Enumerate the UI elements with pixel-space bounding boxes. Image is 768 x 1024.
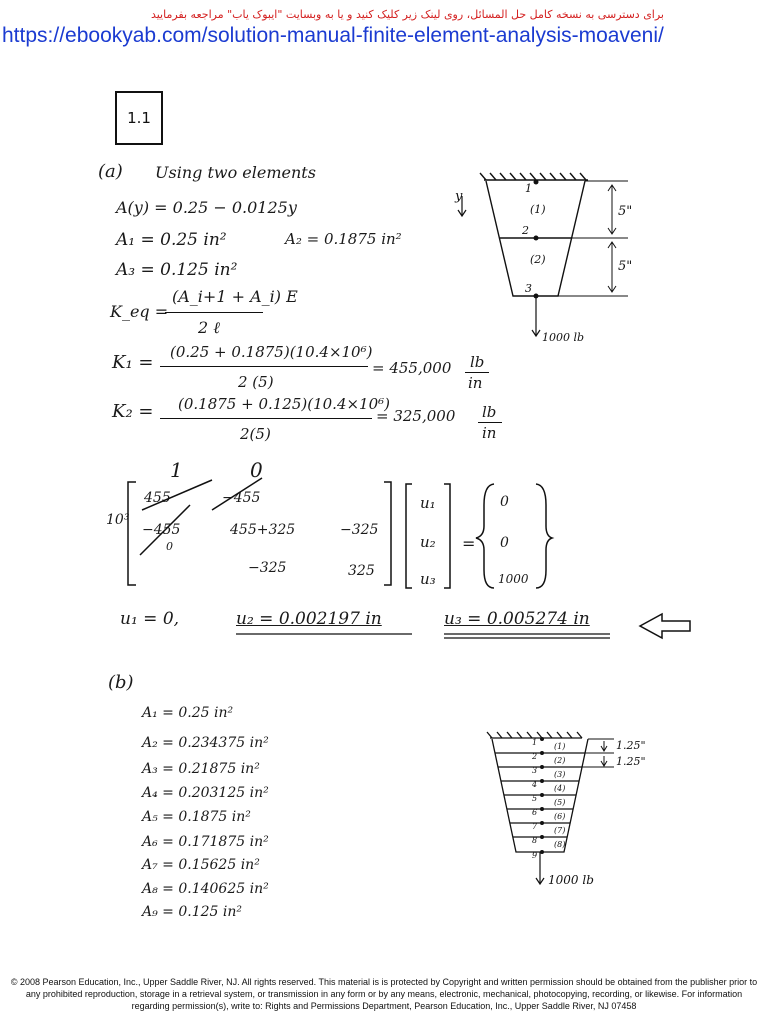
diagram-b-load: 1000 lb (548, 873, 594, 887)
diagram-a-elem1: (1) (530, 203, 546, 216)
diagram-b-node-3: 3 (532, 766, 538, 775)
area-a3: A₃ = 0.125 in² (116, 260, 238, 280)
vector-f-left-brace (476, 484, 494, 588)
matrix-col-header-1: 1 (170, 458, 183, 482)
diagram-b-node-marker (540, 850, 544, 854)
diagram-b-node-marker (540, 779, 544, 783)
diagram-b-elem-6: (6) (554, 812, 566, 821)
vector-f3: 1000 (498, 572, 529, 586)
answer-pointer-arrow (640, 614, 690, 638)
area-b-1: A₁ = 0.25 in² (142, 705, 234, 721)
diagram-a-dim1: 5" (618, 204, 633, 219)
diagram-b-dim1: 1.25" (616, 739, 646, 752)
diagram-b-node-4: 4 (532, 780, 538, 789)
diagram-a-node2: 2 (522, 224, 529, 237)
k2-lhs: K₂ = (112, 401, 154, 422)
diagram-b-node-marker (540, 835, 544, 839)
area-b-6: A₆ = 0.171875 in² (142, 834, 269, 850)
vector-f-right-brace (536, 484, 552, 588)
diagram-b-node-marker (540, 737, 544, 741)
diagram-b-elem-3: (3) (554, 770, 566, 779)
area-b-4: A₄ = 0.203125 in² (142, 785, 269, 801)
k2-result: = 325,000 (376, 407, 456, 425)
diagram-b-node-1: 1 (532, 738, 538, 747)
vector-u2: u₂ (420, 533, 436, 551)
matrix-scale: 10³ (106, 512, 130, 528)
strikeout-col1 (140, 505, 190, 555)
diagram-a-node3: 3 (525, 282, 532, 295)
k1-numerator: (0.25 + 0.1875)(10.4×10⁶) (170, 343, 373, 361)
vector-u1: u₁ (420, 494, 436, 512)
diagram-b-node-marker (540, 765, 544, 769)
diagram-b-elem-2: (2) (554, 756, 566, 765)
matrix-r1c2: −455 (222, 490, 261, 506)
diagram-b-node-5: 5 (532, 794, 538, 803)
diagram-a-load: 1000 lb (542, 331, 585, 344)
vector-u3: u₃ (420, 570, 436, 588)
diagram-b-node-8: 8 (532, 836, 538, 845)
k2-numerator: (0.1875 + 0.125)(10.4×10⁶) (178, 395, 391, 413)
vector-u-right-bracket (444, 484, 450, 588)
k1-unit-num: lb (470, 353, 485, 371)
diagram-a-y-label: y (455, 189, 463, 204)
area-a2: A₂ = 0.1875 in² (285, 230, 402, 248)
diagram-b-elem-4: (4) (554, 784, 566, 793)
problem-number: 1.1 (127, 109, 151, 127)
node-marker-2 (534, 236, 539, 241)
area-b-3: A₃ = 0.21875 in² (142, 761, 260, 777)
solution-underlines (236, 634, 610, 638)
node-marker-1 (534, 180, 539, 185)
matrix-right-bracket (384, 482, 391, 585)
diagram-b-node-marker (540, 751, 544, 755)
area-b-9: A₉ = 0.125 in² (142, 904, 242, 920)
diagram-b-node-marker (540, 821, 544, 825)
vector-f1: 0 (500, 494, 509, 510)
matrix-brackets (128, 478, 552, 588)
diagram-b-labels (531, 737, 565, 860)
diagram-b-dim2: 1.25" (616, 755, 646, 768)
node-marker-3 (534, 294, 539, 299)
diagram-b-elem-1: (1) (554, 742, 566, 751)
diagram-b-node-9: 9 (532, 851, 538, 860)
banner-farsi-text: برای دسترسی به نسخه کامل حل المسائل، روی لینک زیر کلیک کنید و یا به وبسایت "ایبوک یاب" مراجعه بفرمایید (150, 8, 664, 21)
diagram-b-elem-5: (5) (554, 798, 566, 807)
solution-manual-link[interactable]: https://ebookyab.com/solution-manual-finite-element-analysis-moaveni/ (2, 24, 664, 47)
k2-denominator: 2(5) (240, 425, 271, 443)
k2-unit-num: lb (482, 403, 497, 421)
diagram-b-node-2: 2 (532, 752, 538, 761)
k1-denominator: 2 (5) (238, 373, 274, 391)
diagram-b-node-7: 7 (532, 822, 538, 831)
part-a-label: (a) (98, 161, 123, 182)
solution-u1: u₁ = 0, (120, 609, 180, 629)
diagram-a-dim2: 5" (618, 259, 633, 274)
matrix-left-bracket (128, 482, 136, 585)
solution-u2: u₂ = 0.002197 in (236, 609, 382, 629)
area-b-5: A₅ = 0.1875 in² (142, 809, 251, 825)
matrix-r1c1: 455 (144, 490, 171, 506)
keq-lhs: K_eq = (110, 302, 169, 321)
matrix-col-header-2: 0 (250, 458, 263, 482)
copyright-footer: © 2008 Pearson Education, Inc., Upper Saddle River, NJ. All rights reserved. This material is is protected by Copyright and written permission should be obtained from the publisher prior to any prohibited reproduction, storage in a retrieval system, or transmission in any form or by any means, electronic, mechanical, photocopying, recording, or likewise. For information regarding permission(s), write to: Rights and Permissions Department, Pearson Education, Inc., Upper Saddle River, NJ 07458 (10, 977, 758, 1011)
area-b-2: A₂ = 0.234375 in² (142, 735, 269, 751)
keq-numerator: (A_i+1 + A_i) E (172, 287, 298, 306)
matrix-r2c3: −325 (340, 522, 379, 538)
k2-unit-den: in (482, 424, 497, 442)
support-hatch (480, 173, 586, 180)
solution-u3: u₃ = 0.005274 in (444, 609, 590, 629)
k1-result: = 455,000 (372, 359, 452, 377)
diagram-b-elem-8: (8) (554, 840, 566, 849)
area-b-8: A₈ = 0.140625 in² (142, 881, 269, 897)
k1-lhs: K₁ = (112, 352, 154, 373)
strikeout-row1-col2 (212, 478, 262, 510)
area-equation: A(y) = 0.25 − 0.0125y (116, 198, 297, 217)
matrix-r3c3: 325 (348, 563, 375, 579)
matrix-r3c2: −325 (248, 560, 287, 576)
diagram-b-node-marker (540, 807, 544, 811)
diagram-a-elem2: (2) (530, 253, 546, 266)
matrix-r2c1: −455 (142, 522, 181, 538)
vector-f2: 0 (500, 535, 509, 551)
part-b-label: (b) (108, 672, 134, 693)
diagram-b-elem-7: (7) (554, 826, 566, 835)
area-a1: A₁ = 0.25 in² (116, 230, 227, 250)
matrix-equals: = (462, 534, 476, 553)
diagram-a-node1: 1 (525, 182, 532, 195)
diagram-b-node-6: 6 (532, 808, 538, 817)
keq-denominator: 2 ℓ (198, 318, 220, 337)
diagram-b-node-marker (540, 793, 544, 797)
tapered-bar-diagram-b (487, 732, 614, 884)
vector-u-left-bracket (406, 484, 412, 588)
part-a-heading: Using two elements (155, 163, 316, 182)
area-b-7: A₇ = 0.15625 in² (142, 857, 260, 873)
matrix-r2c1-zero: 0 (166, 540, 173, 553)
k1-unit-den: in (468, 374, 483, 392)
strikeout-row1 (142, 480, 212, 510)
matrix-r2c2: 455+325 (230, 522, 296, 538)
